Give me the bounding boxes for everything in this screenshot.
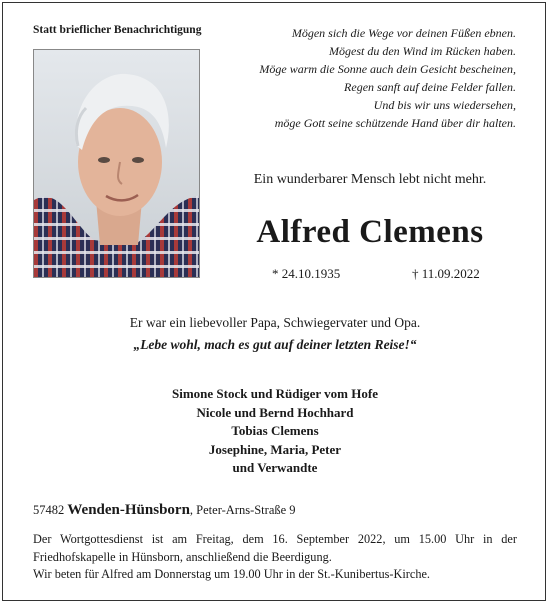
- mourner-line: Tobias Clemens: [231, 423, 319, 438]
- mourner-line: und Verwandte: [232, 460, 318, 475]
- poem-line: Regen sanft auf deine Felder fallen.: [344, 80, 516, 94]
- address-zip: 57482: [33, 503, 65, 517]
- service-info: [33, 531, 517, 584]
- service-line: Friedhofskapelle in Hünsborn, anschließend die Beerdigung.: [33, 549, 332, 564]
- mourners-list: [0, 385, 550, 478]
- deceased-name: Alfred Clemens: [256, 214, 484, 250]
- address-street: , Peter-Arns-Straße 9: [189, 503, 296, 517]
- poem-line: Mögen sich die Wege vor deinen Füßen ebnen.: [291, 26, 516, 40]
- poem-line: Mögest du den Wind im Rücken haben.: [329, 44, 516, 58]
- service-line: Wir beten für Alfred am Donnerstag um 19.00 Uhr in der St.-Kunibertus-Kirche.: [33, 567, 431, 581]
- mourner-line: Josephine, Maria, Peter: [208, 441, 342, 457]
- mourner-line: Nicole und Bernd Hochhard: [196, 404, 354, 420]
- mourning-address: [33, 502, 296, 519]
- poem-line: möge Gott seine schützende Hand über dir halten.: [274, 116, 516, 130]
- death-date: † 11.09.2022: [412, 266, 480, 281]
- portrait-photo: [33, 49, 200, 278]
- service-line: Der Wortgottesdienst ist am Freitag, dem 16. September 2022, um 15.00 Uhr in der: [33, 532, 517, 546]
- tribute-text: Er war ein liebevoller Papa, Schwiegervater und Opa.: [129, 315, 421, 330]
- poem: [216, 24, 516, 132]
- address-town: Wenden-Hünsborn: [67, 502, 190, 518]
- farewell-quote: „Lebe wohl, mach es gut auf deiner letzten Reise!“: [133, 337, 417, 352]
- tagline: Ein wunderbarer Mensch lebt nicht mehr.: [253, 172, 487, 187]
- birth-date: * 24.10.1935: [272, 266, 341, 281]
- notice-header: Statt brieflicher Benachrichtigung: [33, 24, 202, 36]
- mourner-line: Simone Stock und Rüdiger vom Hofe: [172, 386, 378, 401]
- poem-line: Möge warm die Sonne auch dein Gesicht bescheinen,: [259, 62, 516, 76]
- poem-line: Und bis wir uns wiedersehen,: [373, 98, 516, 112]
